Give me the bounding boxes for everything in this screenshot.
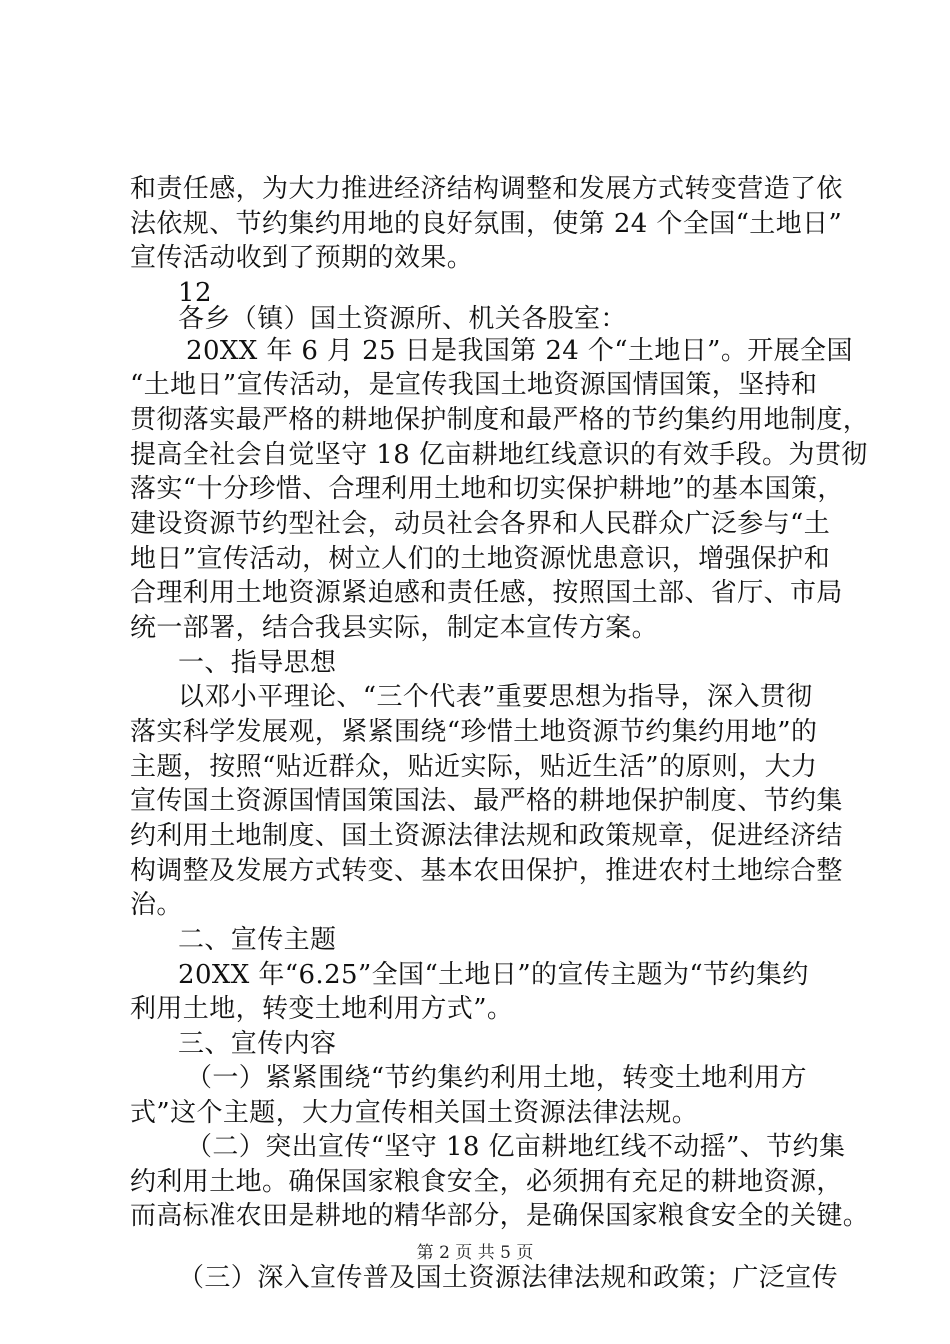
text-line: 提高全社会自觉坚守 18 亿亩耕地红线意识的有效手段。为贯彻 [130,440,868,470]
text-line: 治。 [130,890,183,920]
text-line: 统一部署，结合我县实际，制定本宣传方案。 [130,613,659,643]
text-line: 地日”宣传活动，树立人们的土地资源忧患意识，增强保护和 [130,544,831,574]
text-line: 20XX 年“6.25”全国“土地日”的宣传主题为“节约集约 [178,960,809,990]
text-line: 而高标准农田是耕地的精华部分，是确保国家粮食安全的关键。 [130,1201,870,1231]
text-line: 约利用土地制度、国土资源法律法规和政策规章，促进经济结 [130,821,843,851]
text-line: 宣传国土资源国情国策国法、最严格的耕地保护制度、节约集 [130,786,843,816]
text-line: 宣传活动收到了预期的效果。 [130,243,474,273]
text-line: 落实“十分珍惜、合理利用土地和切实保护耕地”的基本国策， [130,474,844,504]
text-line: 以邓小平理论、“三个代表”重要思想为指导，深入贯彻 [178,682,813,712]
text-line: （三）深入宣传普及国土资源法律法规和政策；广泛宣传 [178,1263,839,1293]
text-line: 利用土地，转变土地利用方式”。 [130,994,514,1024]
text-line: 建设资源节约型社会，动员社会各界和人民群众广泛参与“土 [130,509,831,539]
section-heading: 三、宣传内容 [178,1029,337,1059]
text-line: 和责任感，为大力推进经济结构调整和发展方式转变营造了依 [130,174,843,204]
text-line: 贯彻落实最严格的耕地保护制度和最严格的节约集约用地制度， [130,405,870,435]
text-line: 约利用土地。确保国家粮食安全，必须拥有充足的耕地资源， [130,1167,843,1197]
text-line: 法依规、节约集约用地的良好氛围，使第 24 个全国“土地日” [130,209,843,239]
text-line: 各乡（镇）国土资源所、机关各股室： [178,304,627,334]
text-line: 式”这个主题，大力宣传相关国土资源法律法规。 [130,1098,699,1128]
text-line: 主题，按照“贴近群众，贴近实际，贴近生活”的原则，大力 [130,752,818,782]
text-line: “土地日”宣传活动，是宣传我国土地资源国情国策，坚持和 [130,370,818,400]
text-line: 12 [178,278,212,308]
text-line: 合理利用土地资源紧迫感和责任感，按照国土部、省厅、市局 [130,578,843,608]
text-line: 构调整及发展方式转变、基本农田保护，推进农村土地综合整 [130,856,843,886]
text-line: 落实科学发展观，紧紧围绕“珍惜土地资源节约集约用地”的 [130,717,818,747]
text-line: （二）突出宣传“坚守 18 亿亩耕地红线不动摇”、节约集 [186,1132,846,1162]
text-line: 20XX 年 6 月 25 日是我国第 24 个“土地日”。开展全国 [186,336,853,366]
page-number-footer: 第 2 页 共 5 页 [416,1243,534,1263]
section-heading: 一、指导思想 [178,648,337,678]
text-line: （一）紧紧围绕“节约集约利用土地，转变土地利用方 [186,1063,807,1093]
section-heading: 二、宣传主题 [178,925,337,955]
